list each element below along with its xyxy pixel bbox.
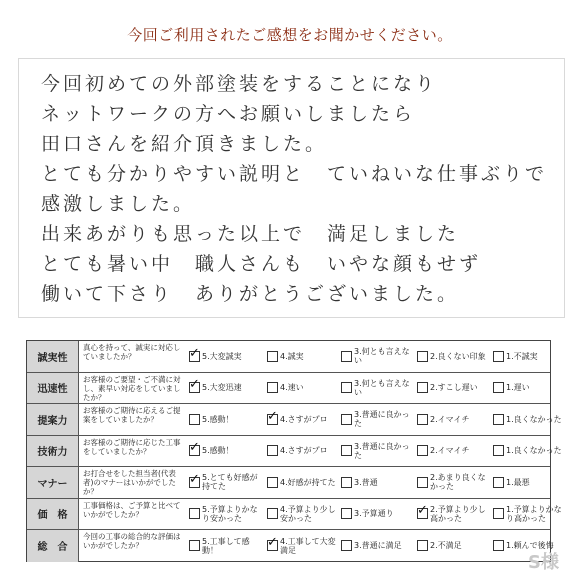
checkbox-icon[interactable] [267,477,278,488]
survey-option[interactable] [493,467,567,498]
checkbox-icon[interactable] [417,351,428,362]
survey-option-label: 5.感動！ [202,446,234,456]
survey-option[interactable] [189,499,263,530]
survey-option-label: 2.イマイチ [430,446,470,456]
survey-option[interactable] [189,436,263,467]
checkbox-icon[interactable] [493,445,504,456]
survey-option-label: 2.不満足 [430,541,462,551]
survey-option[interactable] [417,341,491,372]
survey-option-label: 5.感動！ [202,414,234,424]
survey-option[interactable] [267,499,341,530]
checkbox-icon[interactable] [341,540,352,551]
checkbox-icon[interactable] [341,445,352,456]
customer-name: S様 [528,552,559,573]
survey-option-label: 2.すこし遅い [430,383,478,393]
comment-line: 感激しました。 [41,193,196,215]
checked-checkbox-icon[interactable] [189,445,200,456]
survey-option-label: 5.とても好感が持てた [202,473,258,492]
checkbox-icon[interactable] [341,477,352,488]
survey-option-label: 2.あまり良くなかった [430,473,486,492]
survey-option-label: 4.さすがプロ [280,414,328,424]
survey-option-label: 4.誠実 [280,351,304,361]
survey-option[interactable] [417,467,491,498]
checkbox-icon[interactable] [417,382,428,393]
survey-option[interactable] [267,373,341,404]
survey-option[interactable] [341,341,415,372]
checkbox-icon[interactable] [341,351,352,362]
survey-row [27,499,562,531]
survey-option-label: 3.何とも言えない [354,347,410,366]
survey-option[interactable] [493,499,567,530]
survey-option[interactable] [267,341,341,372]
survey-option[interactable] [341,436,415,467]
comment-line: 出来あがりも思った以上で 満足しました [41,223,460,245]
survey-option-label: 1.遅い [506,383,530,393]
survey-category: 提案力 [27,404,79,435]
checked-checkbox-icon[interactable] [189,477,200,488]
survey-option[interactable] [417,499,491,530]
comment-line: ネットワークの方へお願いしましたら [41,103,416,125]
survey-category: 技術力 [27,436,79,467]
survey-option[interactable] [267,530,341,562]
comment-line: とても分かりやすい説明と ていねいな仕事ぶりで [41,163,548,185]
survey-option-label: 4.工事して大変満足 [280,536,336,555]
survey-option-label: 1.良くなかった [506,446,562,456]
checkbox-icon[interactable] [267,382,278,393]
survey-category: 誠実性 [27,341,79,372]
checkbox-icon[interactable] [341,414,352,425]
survey-option-label: 3.普通 [354,477,378,487]
survey-question: お客様のご期待に応えるご提案をしていましたか？ [83,406,181,424]
survey-option[interactable] [189,467,263,498]
comment-line: 働いて下さり ありがとうございました。 [41,283,460,305]
survey-option[interactable] [493,404,567,435]
survey-option-label: 1.不誠実 [506,351,538,361]
checkbox-icon[interactable] [189,508,200,519]
survey-row [27,467,550,499]
checkbox-icon[interactable] [493,414,504,425]
survey-option-label: 2.予算より少し高かった [430,504,486,523]
survey-header: 今回ご利用されたご感想をお聞かせください。 [127,26,453,44]
checked-checkbox-icon[interactable] [189,382,200,393]
checkbox-icon[interactable] [417,540,428,551]
survey-option[interactable] [341,467,415,498]
survey-option-label: 4.さすがプロ [280,446,328,456]
survey-option-label: 3.何とも言えない [354,378,410,397]
survey-option[interactable] [341,373,415,404]
checked-checkbox-icon[interactable] [417,508,428,519]
survey-row [27,341,550,373]
survey-option-label: 2.良くない印象 [430,351,486,361]
checkbox-icon[interactable] [417,445,428,456]
checked-checkbox-icon[interactable] [267,414,278,425]
survey-option-label: 4.速い [280,383,304,393]
survey-option[interactable] [189,404,263,435]
survey-question: 真心を持って、誠実に対応していましたか？ [83,343,181,361]
survey-category: 価 格 [27,499,79,530]
survey-option-label: 3.普通に良かった [354,410,410,429]
survey-option[interactable] [267,436,341,467]
survey-question: お客様のご期待に応じた工事をしていましたか？ [83,437,181,456]
survey-question: お打合せをした担当者(代表者)のマナーはいかがでしたか？ [83,469,176,496]
survey-option[interactable] [267,467,341,498]
survey-category: 総 合 [27,530,79,562]
survey-option-label: 4.予算より少し安かった [280,504,336,523]
survey-option[interactable] [267,404,341,435]
survey-category: 迅速性 [27,373,79,404]
survey-option-label: 4.好感が持てた [280,477,336,487]
survey-question: 工事価格は、ご予算と比べていかがでしたか？ [83,500,181,519]
survey-option-label: 3.普通に満足 [354,541,402,551]
checkbox-icon[interactable] [493,351,504,362]
survey-row [27,530,554,562]
survey-row [27,404,562,436]
checkbox-icon[interactable] [493,508,504,519]
survey-row [27,373,550,405]
survey-option[interactable] [417,404,491,435]
survey-option-label: 5.工事して感動！ [202,536,250,555]
checked-checkbox-icon[interactable] [189,351,200,362]
survey-option[interactable] [341,499,415,530]
comment-line: 今回初めての外部塗装をすることになり [41,73,438,95]
checkbox-icon[interactable] [493,540,504,551]
handwritten-comment-box [18,58,565,318]
survey-option[interactable] [341,404,415,435]
checkbox-icon[interactable] [267,508,278,519]
checkbox-icon[interactable] [417,477,428,488]
comment-line: 田口さんを紹介頂きました。 [41,133,328,155]
survey-question: お客様のご要望・ご不満に対し、素早い対応をしていましたか？ [83,374,181,402]
survey-option-label: 5.大変迅速 [202,383,242,393]
checkbox-icon[interactable] [267,445,278,456]
checkbox-icon[interactable] [417,414,428,425]
survey-option-label: 1.予算よりかなり高かった [506,504,562,523]
survey-option[interactable] [189,373,263,404]
survey-option[interactable] [493,341,567,372]
checkbox-icon[interactable] [267,351,278,362]
checked-checkbox-icon[interactable] [267,540,278,551]
survey-option[interactable] [417,436,491,467]
survey-option[interactable] [189,530,263,562]
survey-row [27,436,562,468]
survey-option[interactable] [341,530,415,562]
survey-option-label: 1.良くなかった [506,414,562,424]
checkbox-icon[interactable] [493,382,504,393]
checkbox-icon[interactable] [341,382,352,393]
checkbox-icon[interactable] [189,540,200,551]
survey-option-label: 3.普通に良かった [354,441,410,460]
checkbox-icon[interactable] [189,414,200,425]
checkbox-icon[interactable] [341,508,352,519]
survey-option[interactable] [189,341,263,372]
survey-option-label: 1.最悪 [506,477,530,487]
survey-question: 今回の工事の総合的な評価はいかがでしたか？ [83,532,181,550]
checkbox-icon[interactable] [493,477,504,488]
survey-option[interactable] [417,373,491,404]
survey-option[interactable] [493,436,567,467]
survey-option-label: 3.予算通り [354,509,394,519]
survey-option[interactable] [417,530,491,562]
comment-line: とても暑い中 職人さんも いやな顔もせず [41,253,482,275]
survey-option-label: 5.大変誠実 [202,351,242,361]
survey-option[interactable] [493,373,567,404]
survey-option-label: 5.予算よりかなり安かった [202,504,258,523]
survey-option-label: 2.イマイチ [430,414,470,424]
survey-category: マナー [27,467,79,498]
survey-option-label: 1.頼んで後悔 [506,541,554,551]
survey-table [26,340,562,562]
